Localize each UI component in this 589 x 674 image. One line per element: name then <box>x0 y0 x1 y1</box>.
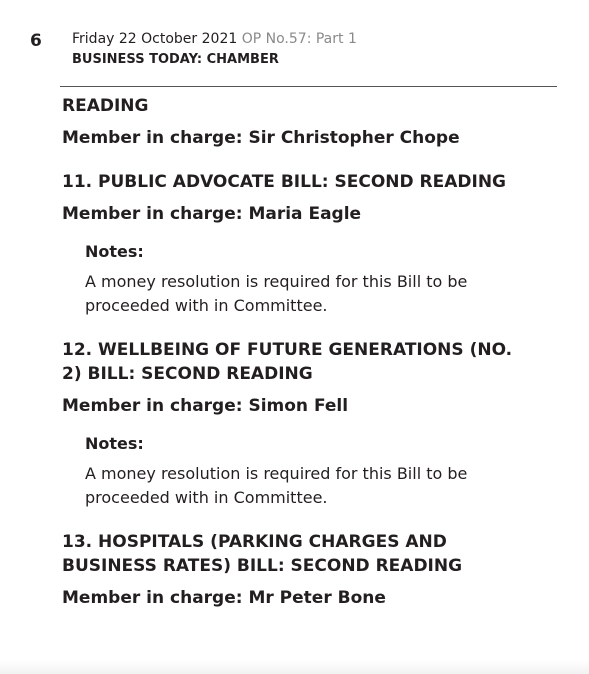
item-heading: 13. HOSPITALS (PARKING CHARGES AND BUSINESS RATES) BILL: SECOND READING <box>62 532 463 576</box>
continued-item-heading: READING <box>62 96 149 116</box>
item-notes <box>85 432 532 510</box>
page-bottom-edge <box>0 660 589 674</box>
business-item-12 <box>62 338 532 510</box>
item-heading: 11. PUBLIC ADVOCATE BILL: SECOND READING <box>62 172 507 192</box>
header-date: Friday 22 October 2021 <box>72 31 238 47</box>
item-member: Member in charge: Mr Peter Bone <box>62 588 386 608</box>
notes-text: A money resolution is required for this Bill to be proceeded with in Committee. <box>85 464 468 507</box>
business-item-13 <box>62 530 532 610</box>
continued-item-member: Member in charge: Sir Christopher Chope <box>62 128 460 148</box>
header-divider <box>60 86 557 87</box>
header-section-title: BUSINESS TODAY: CHAMBER <box>72 52 279 67</box>
header-date-line <box>72 31 357 47</box>
page-number: 6 <box>30 31 42 51</box>
item-notes <box>85 240 532 318</box>
business-item-11 <box>62 170 532 318</box>
notes-text: A money resolution is required for this Bill to be proceeded with in Committee. <box>85 272 468 315</box>
header-op-reference: OP No.57: Part 1 <box>241 31 357 47</box>
item-member: Member in charge: Maria Eagle <box>62 204 362 224</box>
item-member: Member in charge: Simon Fell <box>62 396 349 416</box>
business-content <box>62 94 532 610</box>
notes-title: Notes: <box>85 242 144 261</box>
notes-title: Notes: <box>85 434 144 453</box>
item-heading: 12. WELLBEING OF FUTURE GENERATIONS (NO. 2) BILL: SECOND READING <box>62 340 513 384</box>
